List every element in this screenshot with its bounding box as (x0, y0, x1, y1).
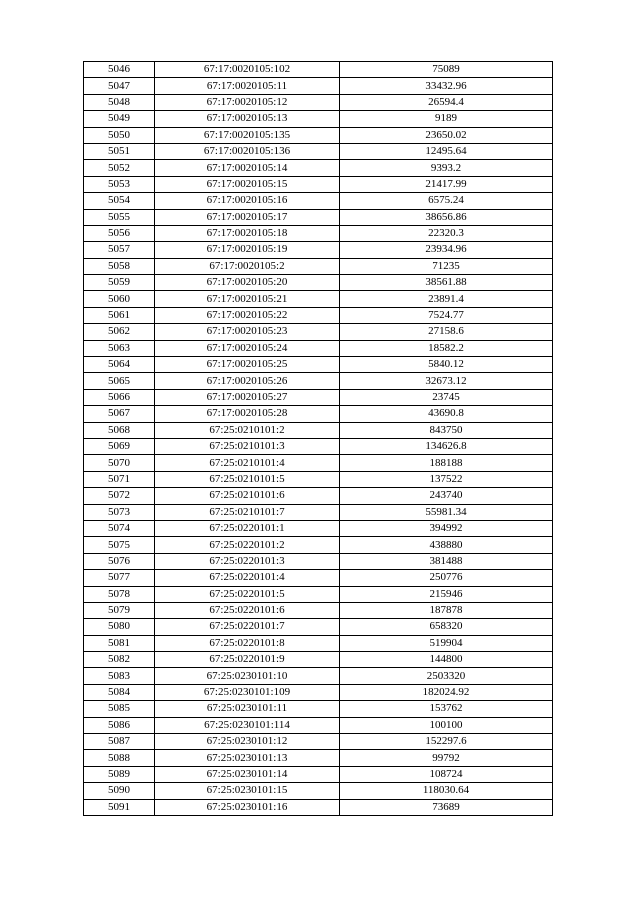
row-number-cell: 5083 (84, 668, 155, 684)
row-number-cell: 5049 (84, 111, 155, 127)
cadastral-value-cell: 22320.3 (340, 225, 553, 241)
cadastral-number-cell: 67:17:0020105:11 (155, 78, 340, 94)
cadastral-value-cell: 250776 (340, 570, 553, 586)
table-row (84, 357, 553, 373)
row-number-cell: 5063 (84, 340, 155, 356)
table-row (84, 799, 553, 815)
row-number-cell: 5086 (84, 717, 155, 733)
cadastral-value-cell: 658320 (340, 619, 553, 635)
cadastral-number-cell: 67:17:0020105:14 (155, 160, 340, 176)
table-row (84, 520, 553, 536)
cadastral-number-cell: 67:25:0230101:14 (155, 766, 340, 782)
cadastral-number-cell: 67:17:0020105:16 (155, 193, 340, 209)
cadastral-number-cell: 67:17:0020105:25 (155, 357, 340, 373)
cadastral-number-cell: 67:17:0020105:28 (155, 406, 340, 422)
cadastral-value-cell: 38656.86 (340, 209, 553, 225)
table-row (84, 373, 553, 389)
cadastral-value-cell: 137522 (340, 471, 553, 487)
cadastral-number-cell: 67:25:0220101:4 (155, 570, 340, 586)
table-row (84, 176, 553, 192)
cadastral-number-cell: 67:25:0230101:11 (155, 701, 340, 717)
row-number-cell: 5050 (84, 127, 155, 143)
cadastral-number-cell: 67:17:0020105:18 (155, 225, 340, 241)
row-number-cell: 5048 (84, 94, 155, 110)
row-number-cell: 5057 (84, 242, 155, 258)
table-row (84, 504, 553, 520)
cadastral-number-cell: 67:25:0220101:9 (155, 652, 340, 668)
row-number-cell: 5074 (84, 520, 155, 536)
cadastral-number-cell: 67:25:0230101:109 (155, 684, 340, 700)
cadastral-value-cell: 144800 (340, 652, 553, 668)
row-number-cell: 5089 (84, 766, 155, 782)
row-number-cell: 5091 (84, 799, 155, 815)
cadastral-number-cell: 67:25:0230101:12 (155, 734, 340, 750)
table-row (84, 537, 553, 553)
table-row (84, 307, 553, 323)
table-row (84, 570, 553, 586)
table-row (84, 783, 553, 799)
row-number-cell: 5080 (84, 619, 155, 635)
cadastral-value-cell: 27158.6 (340, 324, 553, 340)
cadastral-number-cell: 67:17:0020105:12 (155, 94, 340, 110)
cadastral-number-cell: 67:17:0020105:19 (155, 242, 340, 258)
cadastral-value-cell: 188188 (340, 455, 553, 471)
row-number-cell: 5056 (84, 225, 155, 241)
table-row (84, 668, 553, 684)
cadastral-number-cell: 67:25:0210101:2 (155, 422, 340, 438)
table-row (84, 750, 553, 766)
cadastral-value-cell: 33432.96 (340, 78, 553, 94)
cadastral-number-cell: 67:25:0210101:4 (155, 455, 340, 471)
row-number-cell: 5062 (84, 324, 155, 340)
table-row (84, 291, 553, 307)
cadastral-number-cell: 67:17:0020105:26 (155, 373, 340, 389)
cadastral-value-cell: 187878 (340, 602, 553, 618)
row-number-cell: 5085 (84, 701, 155, 717)
cadastral-number-cell: 67:25:0220101:7 (155, 619, 340, 635)
table-body (84, 62, 553, 816)
table-row (84, 62, 553, 78)
row-number-cell: 5082 (84, 652, 155, 668)
cadastral-value-cell: 438880 (340, 537, 553, 553)
cadastral-number-cell: 67:25:0220101:2 (155, 537, 340, 553)
cadastral-number-cell: 67:17:0020105:21 (155, 291, 340, 307)
table-row (84, 78, 553, 94)
cadastral-value-cell: 6575.24 (340, 193, 553, 209)
table-row (84, 111, 553, 127)
cadastral-value-cell: 394992 (340, 520, 553, 536)
cadastral-value-cell: 23891.4 (340, 291, 553, 307)
row-number-cell: 5055 (84, 209, 155, 225)
cadastral-value-cell: 26594.4 (340, 94, 553, 110)
table-row (84, 324, 553, 340)
cadastral-value-cell: 43690.8 (340, 406, 553, 422)
table-row (84, 389, 553, 405)
cadastral-value-cell: 519904 (340, 635, 553, 651)
cadastral-number-cell: 67:25:0230101:13 (155, 750, 340, 766)
table-row (84, 652, 553, 668)
table-row (84, 406, 553, 422)
cadastral-value-cell: 7524.77 (340, 307, 553, 323)
row-number-cell: 5075 (84, 537, 155, 553)
table-row (84, 734, 553, 750)
table-row (84, 209, 553, 225)
cadastral-number-cell: 67:17:0020105:17 (155, 209, 340, 225)
table-row (84, 602, 553, 618)
cadastral-number-cell: 67:25:0210101:5 (155, 471, 340, 487)
row-number-cell: 5051 (84, 143, 155, 159)
cadastral-number-cell: 67:25:0220101:3 (155, 553, 340, 569)
cadastral-value-cell: 18582.2 (340, 340, 553, 356)
table-row (84, 225, 553, 241)
cadastral-number-cell: 67:17:0020105:24 (155, 340, 340, 356)
row-number-cell: 5065 (84, 373, 155, 389)
row-number-cell: 5084 (84, 684, 155, 700)
row-number-cell: 5070 (84, 455, 155, 471)
table-row (84, 143, 553, 159)
cadastral-number-cell: 67:25:0230101:10 (155, 668, 340, 684)
table-row (84, 340, 553, 356)
table-row (84, 455, 553, 471)
cadastral-value-cell: 134626.8 (340, 438, 553, 454)
row-number-cell: 5073 (84, 504, 155, 520)
row-number-cell: 5069 (84, 438, 155, 454)
row-number-cell: 5061 (84, 307, 155, 323)
row-number-cell: 5054 (84, 193, 155, 209)
cadastral-value-cell: 99792 (340, 750, 553, 766)
row-number-cell: 5076 (84, 553, 155, 569)
cadastral-number-cell: 67:17:0020105:2 (155, 258, 340, 274)
table-row (84, 438, 553, 454)
cadastral-number-cell: 67:25:0210101:3 (155, 438, 340, 454)
table-row (84, 127, 553, 143)
cadastral-value-cell: 73689 (340, 799, 553, 815)
cadastral-value-cell: 9393.2 (340, 160, 553, 176)
row-number-cell: 5068 (84, 422, 155, 438)
cadastral-value-cell: 182024.92 (340, 684, 553, 700)
cadastral-value-cell: 12495.64 (340, 143, 553, 159)
cadastral-value-cell: 153762 (340, 701, 553, 717)
table-row (84, 488, 553, 504)
cadastral-number-cell: 67:17:0020105:27 (155, 389, 340, 405)
table-row (84, 717, 553, 733)
cadastral-value-cell: 2503320 (340, 668, 553, 684)
cadastral-value-cell: 100100 (340, 717, 553, 733)
row-number-cell: 5088 (84, 750, 155, 766)
table-row (84, 160, 553, 176)
cadastral-value-cell: 75089 (340, 62, 553, 78)
row-number-cell: 5090 (84, 783, 155, 799)
table-row (84, 94, 553, 110)
cadastral-value-cell: 108724 (340, 766, 553, 782)
row-number-cell: 5064 (84, 357, 155, 373)
cadastral-value-cell: 23934.96 (340, 242, 553, 258)
table-row (84, 701, 553, 717)
cadastral-number-cell: 67:25:0220101:5 (155, 586, 340, 602)
cadastral-number-cell: 67:17:0020105:23 (155, 324, 340, 340)
row-number-cell: 5046 (84, 62, 155, 78)
row-number-cell: 5072 (84, 488, 155, 504)
cadastral-number-cell: 67:17:0020105:22 (155, 307, 340, 323)
row-number-cell: 5058 (84, 258, 155, 274)
cadastral-value-cell: 38561.88 (340, 275, 553, 291)
cadastral-number-cell: 67:25:0230101:15 (155, 783, 340, 799)
cadastral-number-cell: 67:25:0220101:6 (155, 602, 340, 618)
cadastral-value-cell: 21417.99 (340, 176, 553, 192)
row-number-cell: 5053 (84, 176, 155, 192)
cadastral-value-cell: 23745 (340, 389, 553, 405)
cadastral-value-cell: 118030.64 (340, 783, 553, 799)
row-number-cell: 5081 (84, 635, 155, 651)
cadastral-number-cell: 67:17:0020105:135 (155, 127, 340, 143)
cadastral-value-cell: 23650.02 (340, 127, 553, 143)
cadastral-value-cell: 152297.6 (340, 734, 553, 750)
table-row (84, 422, 553, 438)
cadastral-value-table (83, 61, 553, 816)
cadastral-number-cell: 67:25:0210101:7 (155, 504, 340, 520)
cadastral-number-cell: 67:17:0020105:13 (155, 111, 340, 127)
cadastral-value-cell: 9189 (340, 111, 553, 127)
cadastral-value-cell: 55981.34 (340, 504, 553, 520)
cadastral-number-cell: 67:17:0020105:20 (155, 275, 340, 291)
table-row (84, 635, 553, 651)
cadastral-number-cell: 67:25:0230101:114 (155, 717, 340, 733)
cadastral-number-cell: 67:17:0020105:15 (155, 176, 340, 192)
cadastral-number-cell: 67:25:0210101:6 (155, 488, 340, 504)
row-number-cell: 5066 (84, 389, 155, 405)
row-number-cell: 5079 (84, 602, 155, 618)
table-row (84, 684, 553, 700)
cadastral-value-cell: 243740 (340, 488, 553, 504)
table-row (84, 586, 553, 602)
cadastral-number-cell: 67:25:0220101:8 (155, 635, 340, 651)
cadastral-value-cell: 71235 (340, 258, 553, 274)
row-number-cell: 5077 (84, 570, 155, 586)
row-number-cell: 5059 (84, 275, 155, 291)
row-number-cell: 5087 (84, 734, 155, 750)
cadastral-number-cell: 67:17:0020105:136 (155, 143, 340, 159)
cadastral-value-cell: 32673.12 (340, 373, 553, 389)
cadastral-value-cell: 215946 (340, 586, 553, 602)
table-row (84, 553, 553, 569)
table-row (84, 275, 553, 291)
row-number-cell: 5047 (84, 78, 155, 94)
table-row (84, 766, 553, 782)
cadastral-number-cell: 67:17:0020105:102 (155, 62, 340, 78)
table-row (84, 242, 553, 258)
cadastral-value-cell: 843750 (340, 422, 553, 438)
table-row (84, 619, 553, 635)
table-row (84, 193, 553, 209)
cadastral-number-cell: 67:25:0230101:16 (155, 799, 340, 815)
row-number-cell: 5071 (84, 471, 155, 487)
row-number-cell: 5067 (84, 406, 155, 422)
row-number-cell: 5060 (84, 291, 155, 307)
row-number-cell: 5052 (84, 160, 155, 176)
row-number-cell: 5078 (84, 586, 155, 602)
cadastral-number-cell: 67:25:0220101:1 (155, 520, 340, 536)
table-row (84, 471, 553, 487)
table-row (84, 258, 553, 274)
cadastral-value-cell: 381488 (340, 553, 553, 569)
cadastral-value-cell: 5840.12 (340, 357, 553, 373)
